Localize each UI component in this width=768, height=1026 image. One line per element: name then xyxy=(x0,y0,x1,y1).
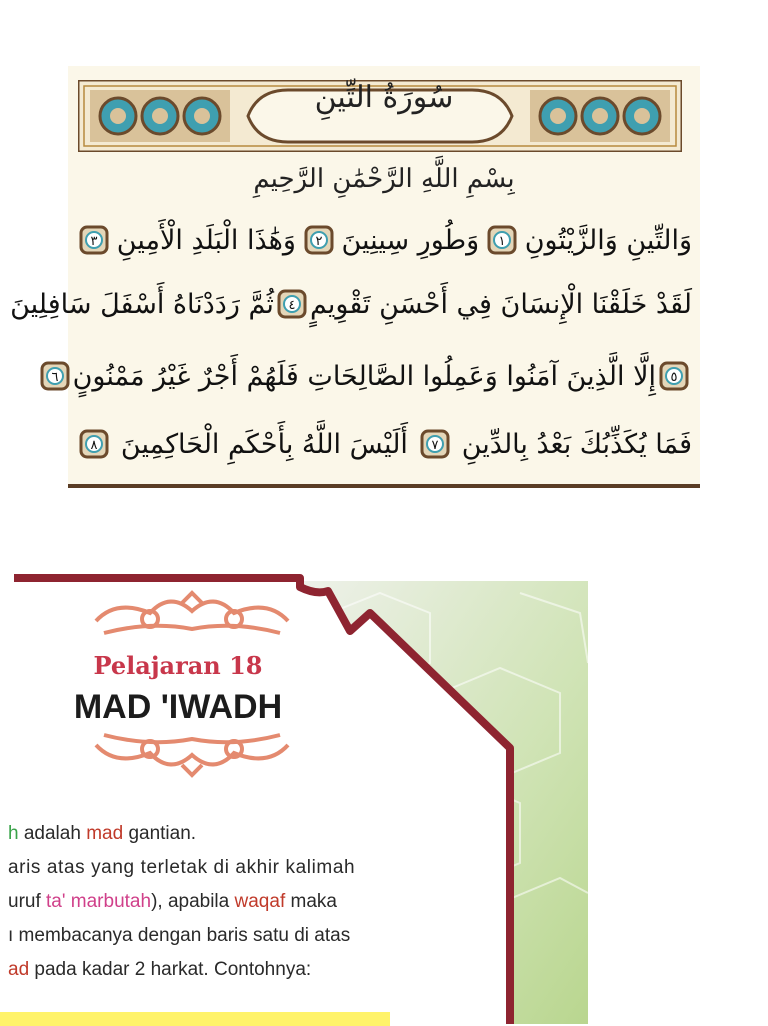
ayah-number-marker-8 xyxy=(76,427,112,461)
body-line-1: h adalah mad gantian. xyxy=(8,823,197,844)
ayah-number-marker-1 xyxy=(484,223,520,257)
body-line-3: uruf ta' marbutah), apabila waqaf maka xyxy=(8,891,337,912)
ayah-number-marker-5 xyxy=(656,359,692,393)
ayah-text: وَهَٰذَا الْبَلَدِ الْأَمِينِ xyxy=(116,224,296,256)
ayah-line-1 xyxy=(76,212,692,268)
ayah-number-marker-3 xyxy=(76,223,112,257)
body-line-5: ad pada kadar 2 harkat. Contohnya: xyxy=(8,959,312,980)
ayah-text: أَلَيْسَ اللَّهُ بِأَحْكَمِ الْحَاكِمِينَ xyxy=(120,428,408,460)
ayah-line-4 xyxy=(76,416,692,472)
ayah-line-3 xyxy=(51,348,692,404)
ayah-number: ٥ xyxy=(670,370,678,385)
lesson-number: Pelajaran 18 xyxy=(93,651,263,680)
lesson-title: MAD 'IWADH xyxy=(73,688,283,726)
lesson-page-background xyxy=(0,573,768,1024)
highlighted-term: waqaf xyxy=(234,891,286,912)
ayah-number-marker-2 xyxy=(301,223,337,257)
ayah-number: ٦ xyxy=(51,370,59,385)
lesson-page xyxy=(0,573,768,1024)
ayah-number: ٢ xyxy=(315,234,323,249)
basmala: بِسْمِ اللَّهِ الرَّحْمَٰنِ الرَّحِيمِ xyxy=(253,164,515,194)
body-line-4: ı membacanya dengan baris satu di atas xyxy=(8,925,351,946)
ayah-number-marker-4 xyxy=(274,287,310,321)
ayah-number: ١ xyxy=(498,234,506,249)
highlighted-term: ta' marbutah xyxy=(46,891,152,912)
ayah-number: ٧ xyxy=(431,438,439,453)
ayah-number-marker-7 xyxy=(417,427,453,461)
highlighted-term: mad xyxy=(86,823,124,844)
bottom-rule xyxy=(68,484,700,488)
body-line-2: aris atas yang terletak di akhir kalimah xyxy=(8,857,356,878)
surah-title: سُورَةُ التِّينِ xyxy=(314,80,454,115)
ayah-number: ٤ xyxy=(288,298,296,313)
ayah-line-2 xyxy=(10,276,692,332)
ayah-text: وَطُورِ سِينِينَ xyxy=(341,224,480,256)
highlighted-term: ad xyxy=(8,959,30,980)
quran-page xyxy=(10,66,700,488)
ayah-text: لَقَدْ خَلَقْنَا الْإِنسَانَ فِي أَحْسَنِ تَقْوِيمٍ xyxy=(309,288,692,320)
ayah-number: ٣ xyxy=(90,234,98,249)
ayah-number: ٨ xyxy=(90,438,98,453)
ayah-number-marker-6 xyxy=(37,359,73,393)
ayah-text: ثُمَّ رَدَدْنَاهُ أَسْفَلَ سَافِلِينَ xyxy=(10,288,274,320)
ayah-text: إِلَّا الَّذِينَ آمَنُوا وَعَمِلُوا الصَّالِحَاتِ فَلَهُمْ أَجْرٌ غَيْرُ مَمْنُونٍ xyxy=(72,360,656,392)
ayah-text: فَمَا يُكَذِّبُكَ بَعْدُ بِالدِّينِ xyxy=(461,428,692,460)
ayah-text: وَالتِّينِ وَالزَّيْتُونِ xyxy=(524,224,692,256)
highlighted-term: h xyxy=(8,823,19,844)
